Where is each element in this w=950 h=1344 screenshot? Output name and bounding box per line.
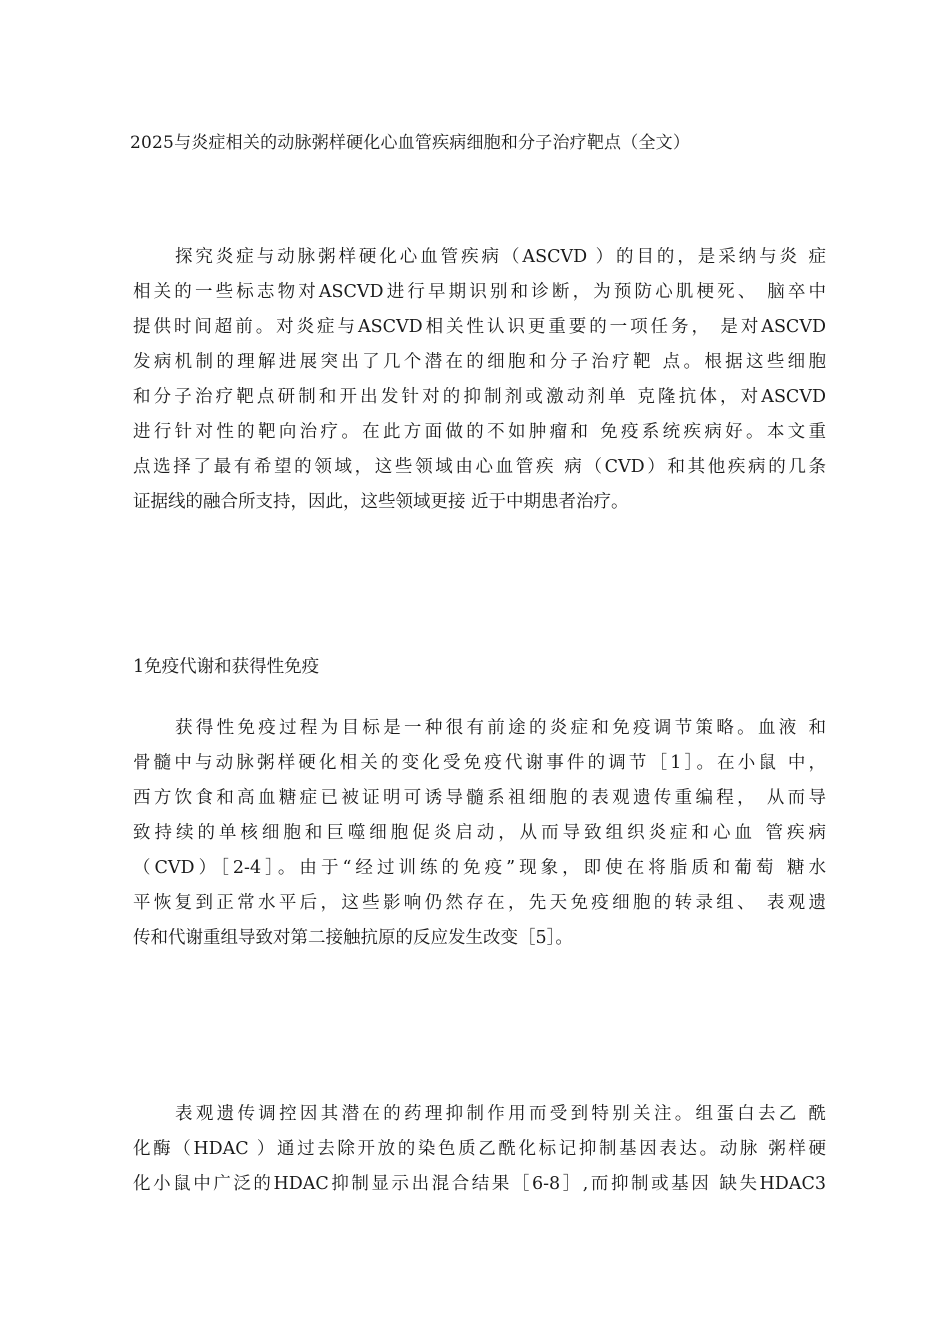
paragraph-line: 相关的一些标志物对ASCVD进行早期识别和诊断，为预防心肌梗死、 脑卒中	[133, 282, 826, 302]
paragraph-line: 发病机制的理解进展突出了几个潜在的细胞和分子治疗靶 点。根据这些细胞	[133, 352, 826, 372]
paragraph-line: 西方饮食和高血糖症已被证明可诱导髓系祖细胞的表观遗传重编程， 从而导	[133, 788, 826, 808]
paragraph-line: 获得性免疫过程为目标是一种很有前途的炎症和免疫调节策略。血液 和	[175, 718, 826, 738]
document-title: 2025与炎症相关的动脉粥样硬化心血管疾病细胞和分子治疗靶点（全文）	[130, 133, 691, 153]
paragraph-3	[133, 1097, 826, 1202]
paragraph-2	[133, 711, 826, 956]
paragraph-line: 化小鼠中广泛的HDAC抑制显示出混合结果［6-8］,而抑制或基因 缺失HDAC3	[133, 1174, 826, 1194]
paragraph-1	[133, 240, 826, 520]
paragraph-line: 表观遗传调控因其潜在的药理抑制作用而受到特别关注。组蛋白去乙 酰	[175, 1104, 826, 1124]
section-heading: 1免疫代谢和获得性免疫	[133, 657, 320, 677]
paragraph-line: 平恢复到正常水平后，这些影响仍然存在，先天免疫细胞的转录组、 表观遗	[133, 893, 826, 913]
paragraph-line: 骨髓中与动脉粥样硬化相关的变化受免疫代谢事件的调节［1］。在小鼠 中，	[133, 753, 826, 773]
paragraph-line: 探究炎症与动脉粥样硬化心血管疾病（ASCVD ）的目的，是采纳与炎 症	[175, 247, 826, 267]
paragraph-line: 化酶（HDAC ）通过去除开放的染色质乙酰化标记抑制基因表达。动脉 粥样硬	[133, 1139, 826, 1159]
paragraph-line: 进行针对性的靶向治疗。在此方面做的不如肿瘤和 免疫系统疾病好。本文重	[133, 422, 826, 442]
paragraph-line: 点选择了最有希望的领域，这些领域由心血管疾 病（CVD）和其他疾病的几条	[133, 457, 826, 477]
paragraph-line: 证据线的融合所支持，因此，这些领域更接 近于中期患者治疗。	[133, 492, 629, 512]
paragraph-line: 提供时间超前。对炎症与ASCVD相关性认识更重要的一项任务， 是对ASCVD	[133, 317, 826, 337]
paragraph-line: 传和代谢重组导致对第二接触抗原的反应发生改变［5］。	[133, 928, 573, 948]
paragraph-line: （CVD）［2-4］。由于“经过训练的免疫”现象，即使在将脂质和葡萄 糖水	[133, 858, 826, 878]
paragraph-line: 致持续的单核细胞和巨噬细胞促炎启动，从而导致组织炎症和心血 管疾病	[133, 823, 826, 843]
paragraph-line: 和分子治疗靶点研制和开出发针对的抑制剂或激动剂单 克隆抗体，对ASCVD	[133, 387, 826, 407]
